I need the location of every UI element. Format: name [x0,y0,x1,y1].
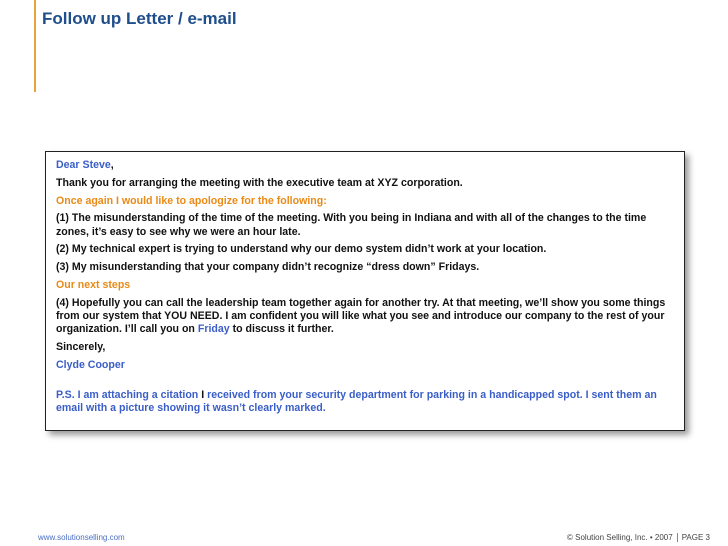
postscript [56,389,678,416]
spacer [56,377,678,389]
item4-text-end: to discuss it further. [229,323,334,336]
greeting-name: Dear Steve [56,159,111,171]
item4-day: Friday [197,323,230,336]
greeting-punct: , [110,159,114,171]
title-accent-bar [34,0,36,92]
ps-text-c: received from your security department for parking in a handicapped spot. I sent them an email with a picture showing it wasn’t clearly marked. [56,388,657,415]
letter-box [45,151,685,431]
apology-heading: Once again I would like to apologize for the following: [56,194,327,207]
item4-text-start: (4) Hopefully you can call the leadership team together again for another try. At that meeting, we’ll show you some things from our system that YOU NEED. I am confident you will like what you see and introduce our company to the rest of your organization. I’ll call you on [56,296,666,336]
next-steps-heading: Our next steps [56,279,131,292]
page-title: Follow up Letter / e-mail [42,9,237,28]
letter-item-4 [56,297,678,337]
letter-line-thanks: Thank you for arranging the meeting with the executive team at XYZ corporation. [56,176,463,189]
ps-text-b: I [201,388,205,401]
letter-body [56,159,678,420]
letter-item-1: (1) The misunderstanding of the time of the meeting. With you being in Indiana and with all of the changes to the time zones, it’s easy to see why we were an hour late. [56,212,647,238]
footer-divider [677,533,678,542]
signature: Clyde Cooper [56,359,125,372]
closing: Sincerely, [56,341,106,354]
letter-item-3: (3) My misunderstanding that your company didn’t recognize “dress down” Fridays. [56,261,480,274]
letter-item-2: (2) My technical expert is trying to understand why our demo system didn’t work at your location. [56,243,547,256]
footer-url-link[interactable]: www.solutionselling.com [38,533,125,542]
page-number: PAGE 3 [681,533,710,542]
greeting [56,159,678,172]
ps-text-a: P.S. I am attaching a citation [56,388,202,401]
copyright-text: © Solution Selling, Inc. • 2007 [567,533,673,542]
footer-copyright [567,533,710,542]
